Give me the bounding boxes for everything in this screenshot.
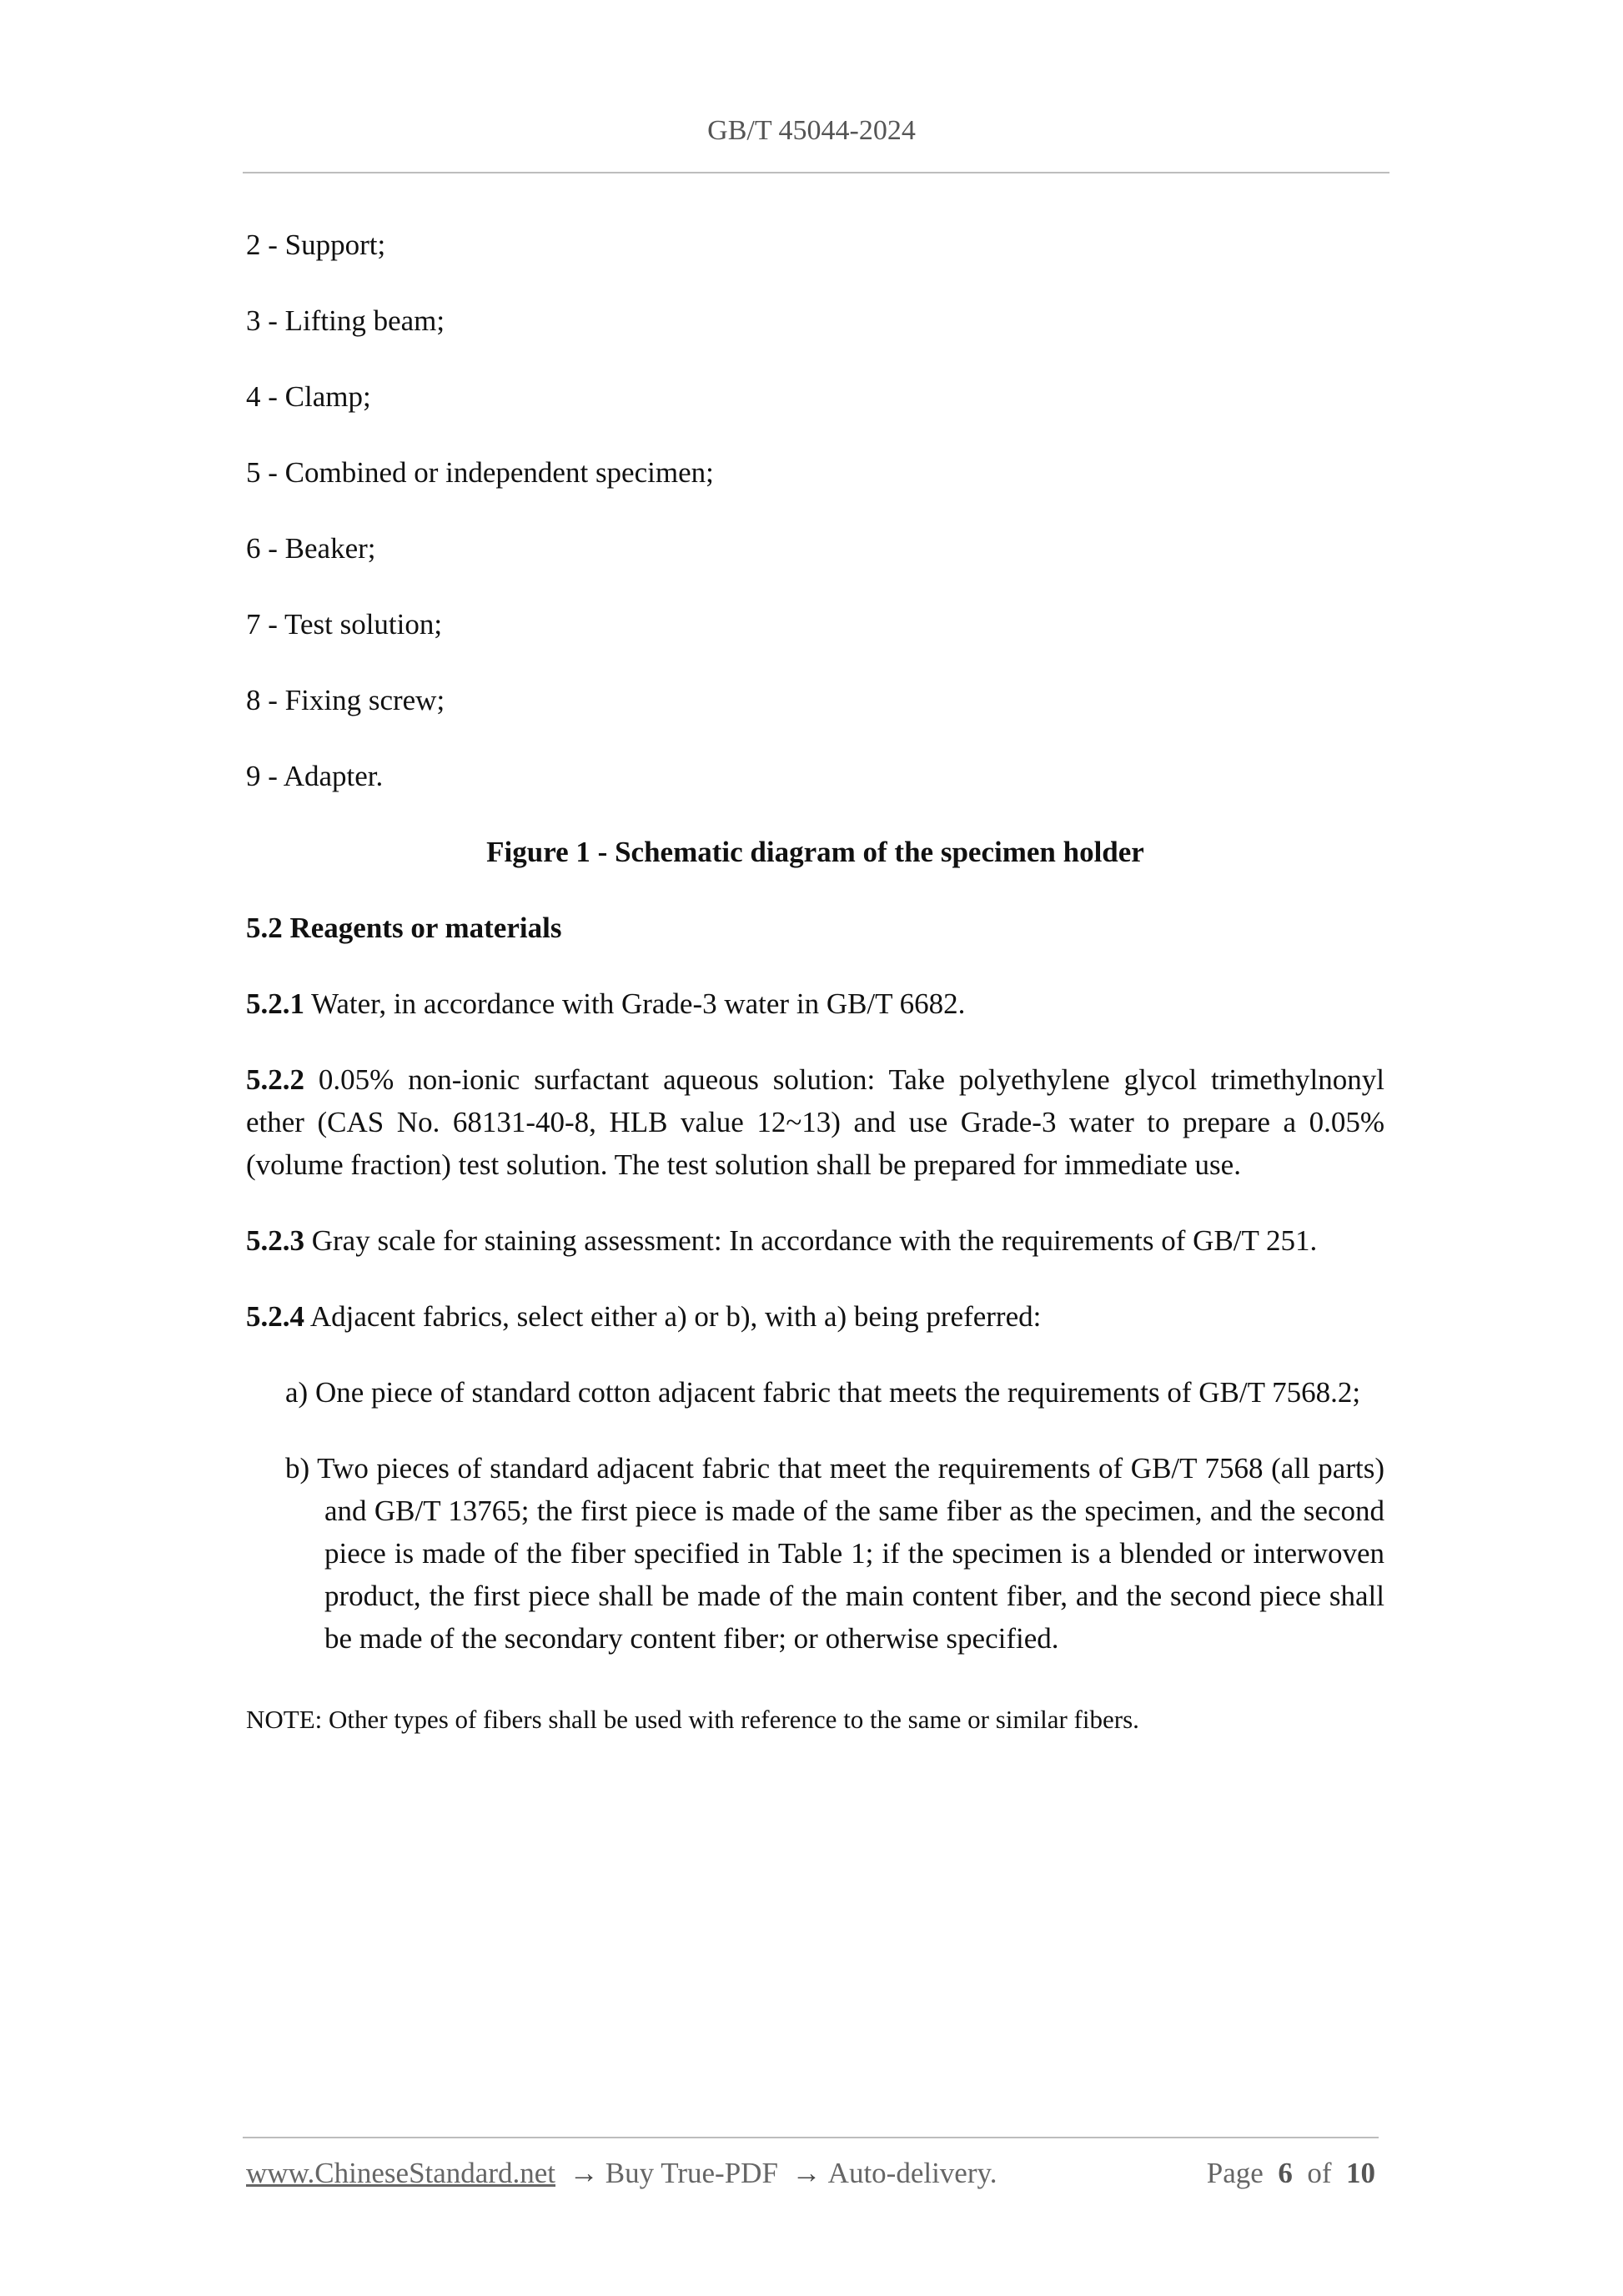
clause-text: 0.05% non-ionic surfactant aqueous solution: Take polyethylene glycol trimethylnonyl ether (CAS No. 68131-40-8, HLB value 12~13) and use Grade-3 water to prepare a 0.05% (volume fraction) test solution. The test solution shall be prepared for immediate use. [246,1063,1384,1181]
clause-number: 5.2.2 [246,1063,304,1096]
figure-legend-item: 7 - Test solution; [246,608,443,641]
page-label: Page [1206,2157,1264,2189]
clause-number: 5.2.1 [246,987,304,1020]
figure-legend-item: 9 - Adapter. [246,760,384,792]
list-marker: b) [285,1452,310,1485]
figure-caption: Figure 1 - Schematic diagram of the specimen holder [486,836,1144,868]
page-number [1207,2157,1375,2190]
list-marker: a) [285,1376,309,1409]
figure-legend-item: 2 - Support; [246,229,386,261]
arrow-right-icon: → [569,2157,599,2189]
delivery-text: Auto-delivery. [827,2157,997,2189]
figure-legend-item: 3 - Lifting beam; [246,304,445,337]
arrow-right-icon: → [791,2157,822,2189]
figure-legend-item: 8 - Fixing screw; [246,684,445,716]
page-total: 10 [1346,2157,1375,2189]
list-item-a [246,1371,1384,1414]
clause-5-2-4 [246,1295,1384,1338]
figure-legend-item: 4 - Clamp; [246,380,371,413]
list-item-text: Two pieces of standard adjacent fabric that meet the requirements of GB/T 7568 (all parts) and GB/T 13765; the first piece is made of the same fiber as the specimen, and the second piece is made of the fiber specified in Table 1; if the specimen is a blended or interwoven product, the first piece shall be made of the main content fiber, and the second piece shall be made of the secondary content fiber; or otherwise specified. [309,1452,1384,1655]
clause-5-2-1 [246,982,1384,1025]
page-header-title: GB/T 45044-2024 [707,115,916,146]
page-of: of [1307,2157,1332,2189]
buy-text: Buy True-PDF [605,2157,778,2189]
section-heading: 5.2 Reagents or materials [246,912,562,944]
page-current: 6 [1278,2157,1293,2189]
figure-legend-item: 5 - Combined or independent specimen; [246,456,714,489]
header-divider [243,172,1389,173]
clause-number: 5.2.3 [246,1224,304,1257]
clause-text: Adjacent fabrics, select either a) or b), with a) being preferred: [304,1300,1042,1333]
clause-number: 5.2.4 [246,1300,304,1333]
footer-promo [246,2157,997,2190]
page-content [246,224,1384,1738]
figure-legend-item: 6 - Beaker; [246,532,376,565]
website-link[interactable]: www.ChineseStandard.net [246,2157,555,2189]
list-item-b [246,1447,1384,1660]
clause-5-2-3 [246,1219,1384,1262]
footer-divider [243,2137,1379,2138]
clause-text: Gray scale for staining assessment: In accordance with the requirements of GB/T 251. [304,1224,1318,1257]
clause-text: Water, in accordance with Grade-3 water in GB/T 6682. [304,987,966,1020]
clause-5-2-2 [246,1058,1384,1186]
note-text: NOTE: Other types of fibers shall be used with reference to the same or similar fibers. [246,1705,1139,1734]
list-item-text: One piece of standard cotton adjacent fabric that meets the requirements of GB/T 7568.2; [308,1376,1361,1409]
